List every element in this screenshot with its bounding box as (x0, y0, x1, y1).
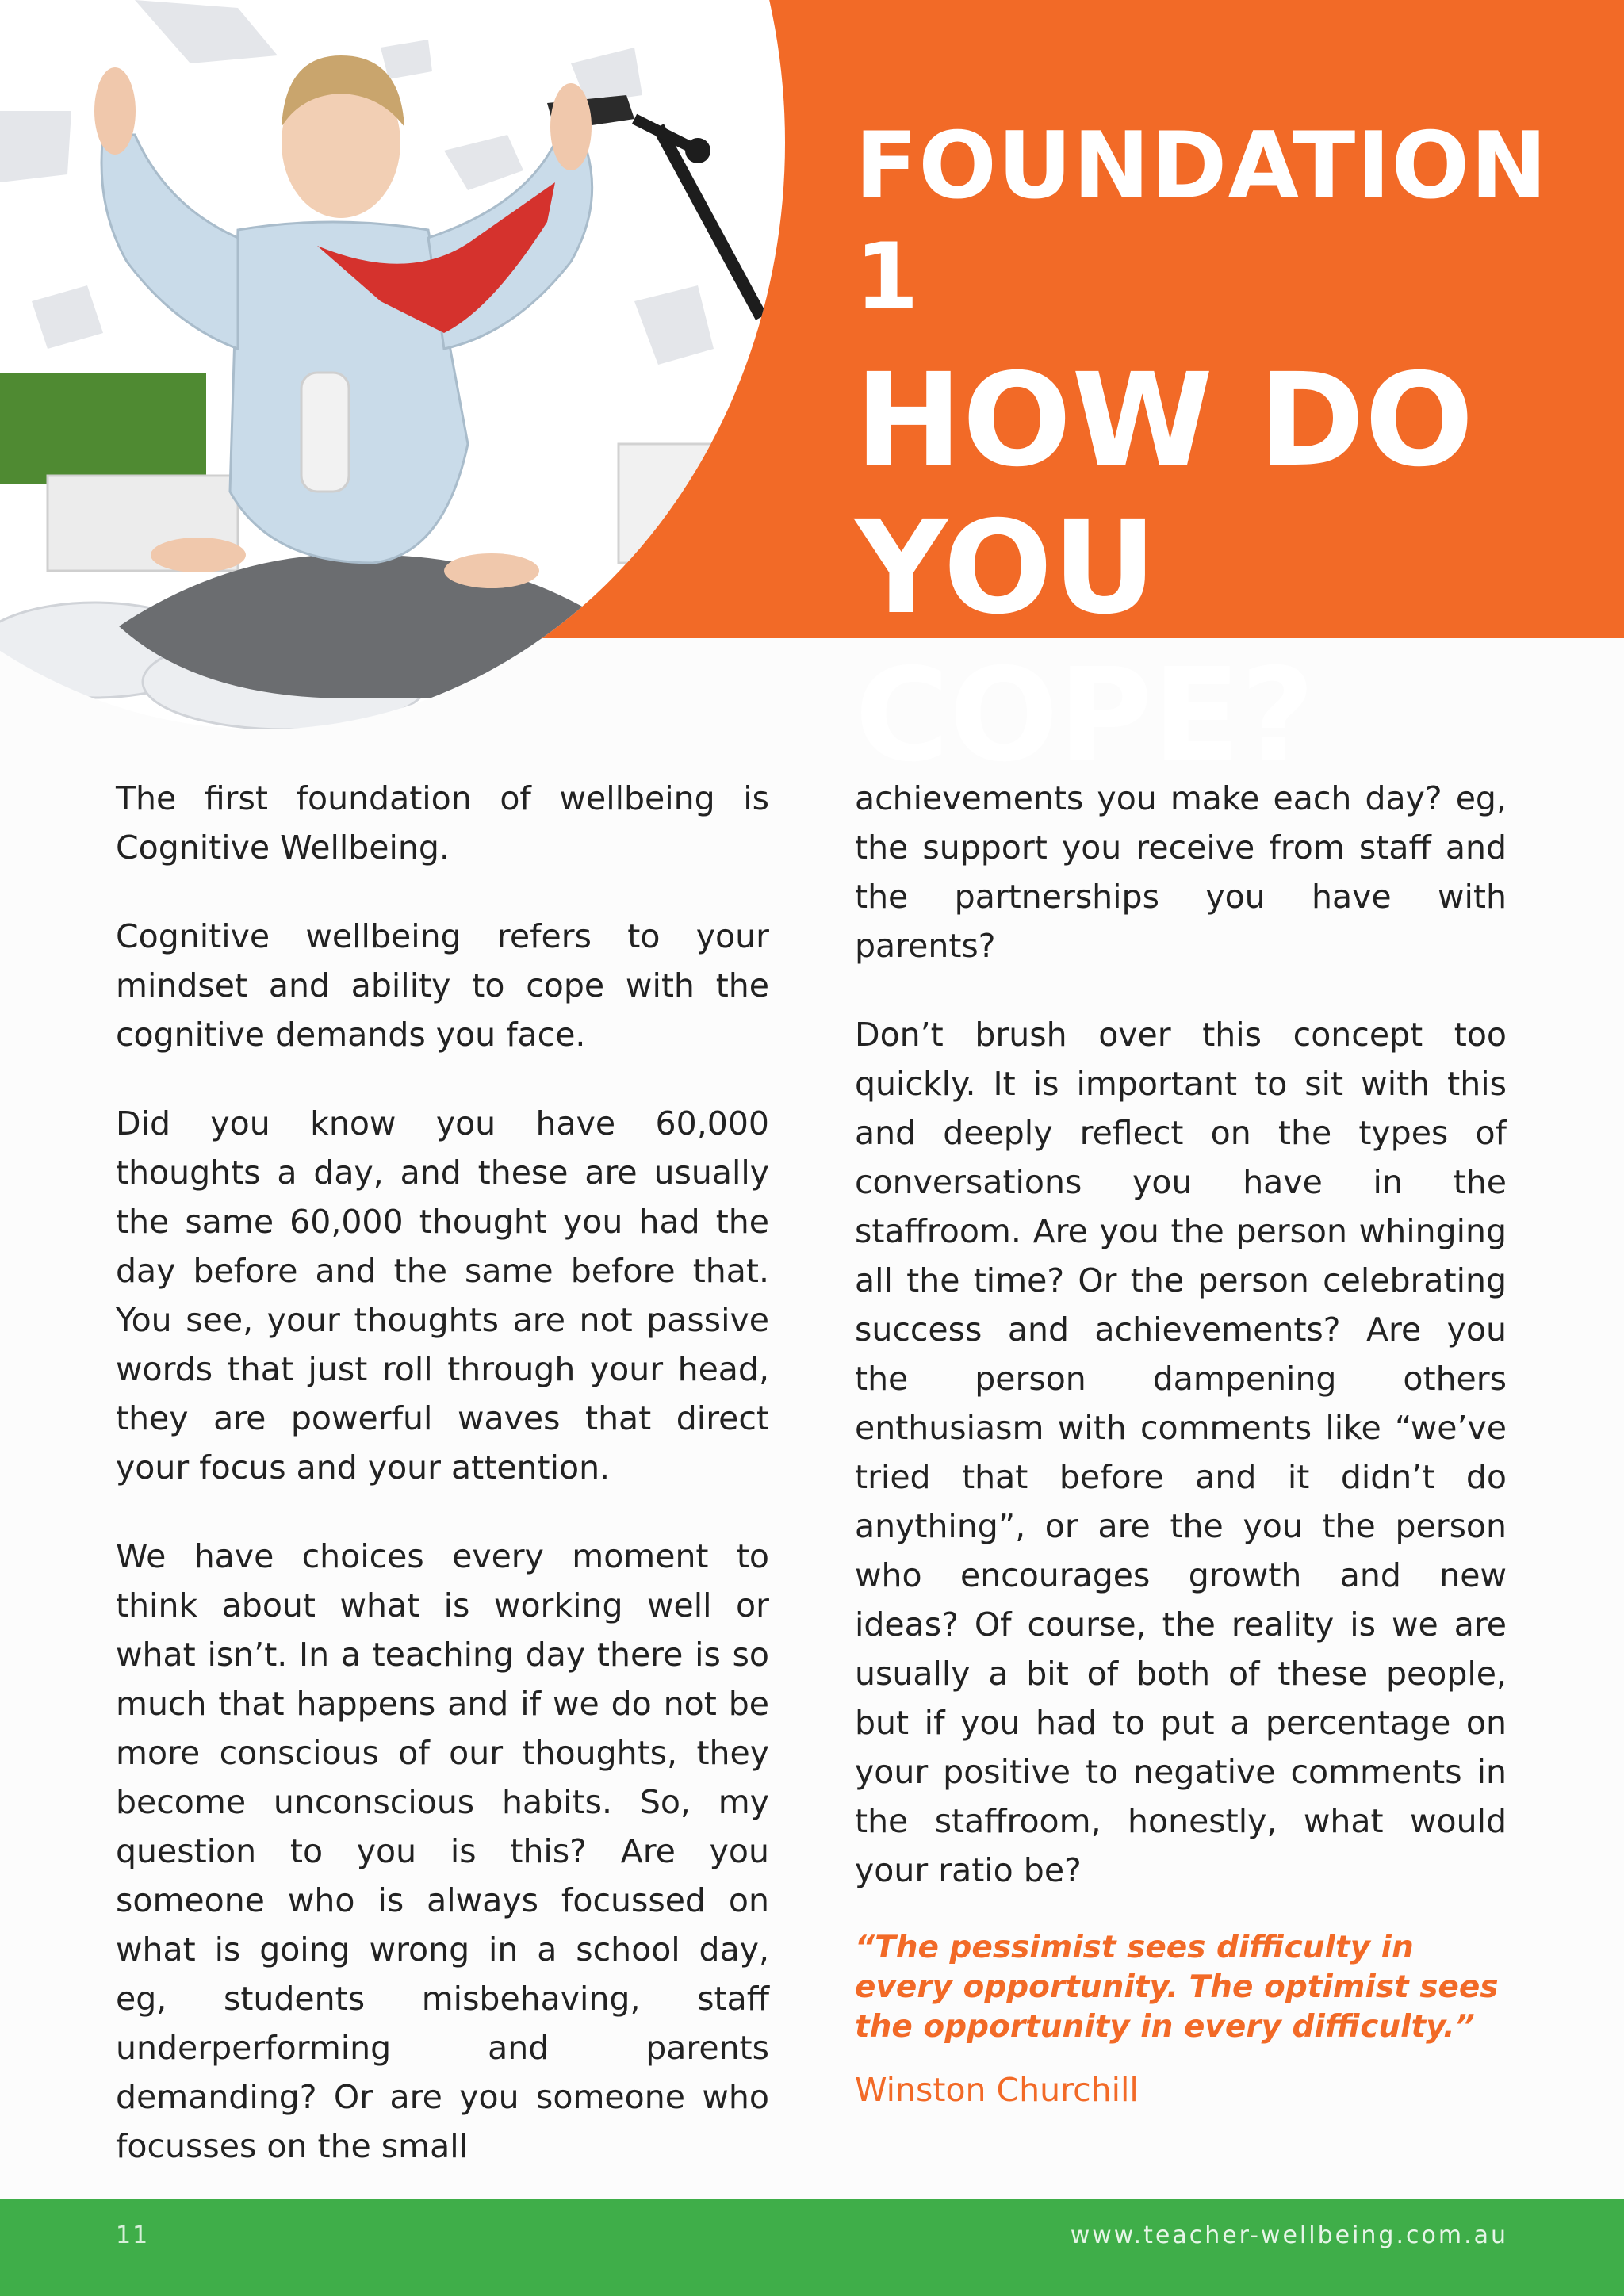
paragraph: The first foundation of wellbeing is Cognitive Wellbeing. (116, 779, 769, 867)
paragraph: We have choices every moment to think about what is working well or what isn’t. In a teaching day there is so much that happens and if we do not be more conscious of our thoughts, they become unconscious habits. So, my question to you is this? Are you someone who is always focussed on what is going wrong in a school day, eg, students misbehaving, staff underperforming and parents demanding? Or are you someone who focusses on the small (116, 1537, 769, 2165)
page-title (855, 111, 1568, 790)
paragraph: Did you know you have 60,000 thoughts a day, and these are usually the same 60,000 thought you had the day before and the same before that. You see, your thoughts are not passive words that just roll through your head, they are powerful waves that direct your focus and your attention. (116, 1104, 769, 1487)
paragraph: Don’t brush over this concept too quickly. It is important to sit with this and deeply reflect on the types of conversations you have in the staffroom. Are you the person whinging all the time? Or the person celebrating success and achievements? Are you the person dampening others enthusiasm with comments like “we’ve tried that before and it didn’t do anything”, or are the you the person who encourages growth and new ideas? Of course, the reality is we are usually a bit of both of these people, but if you had to put a percentage on your positive to negative comments in the staffroom, honestly, what would your ratio be? (855, 1016, 1507, 1889)
title-foundation: FOUNDATION 1 (855, 113, 1549, 331)
right-column (855, 774, 1507, 1934)
quote-author: Winston Churchill (855, 2071, 1139, 2109)
paragraph: Cognitive wellbeing refers to your mindset and ability to cope with the cognitive demands you face. (116, 917, 769, 1054)
left-column (116, 774, 769, 2210)
meditating-woman-photo (0, 0, 785, 729)
page-number: 11 (116, 2221, 150, 2249)
green-box (0, 373, 206, 484)
website-link[interactable]: www.teacher-wellbeing.com.au (1070, 2221, 1508, 2249)
title-how-do: HOW DO (855, 346, 1474, 496)
pull-quote: “The pessimist sees difficulty in every opportunity. The optimist sees the opportunity in every difficulty.” (855, 1930, 1499, 2045)
hero-photo (0, 0, 785, 729)
paragraph: achievements you make each day? eg, the support you receive from staff and the partnerships you have with parents? (855, 779, 1507, 965)
title-you-cope: YOU COPE? (855, 494, 1315, 790)
